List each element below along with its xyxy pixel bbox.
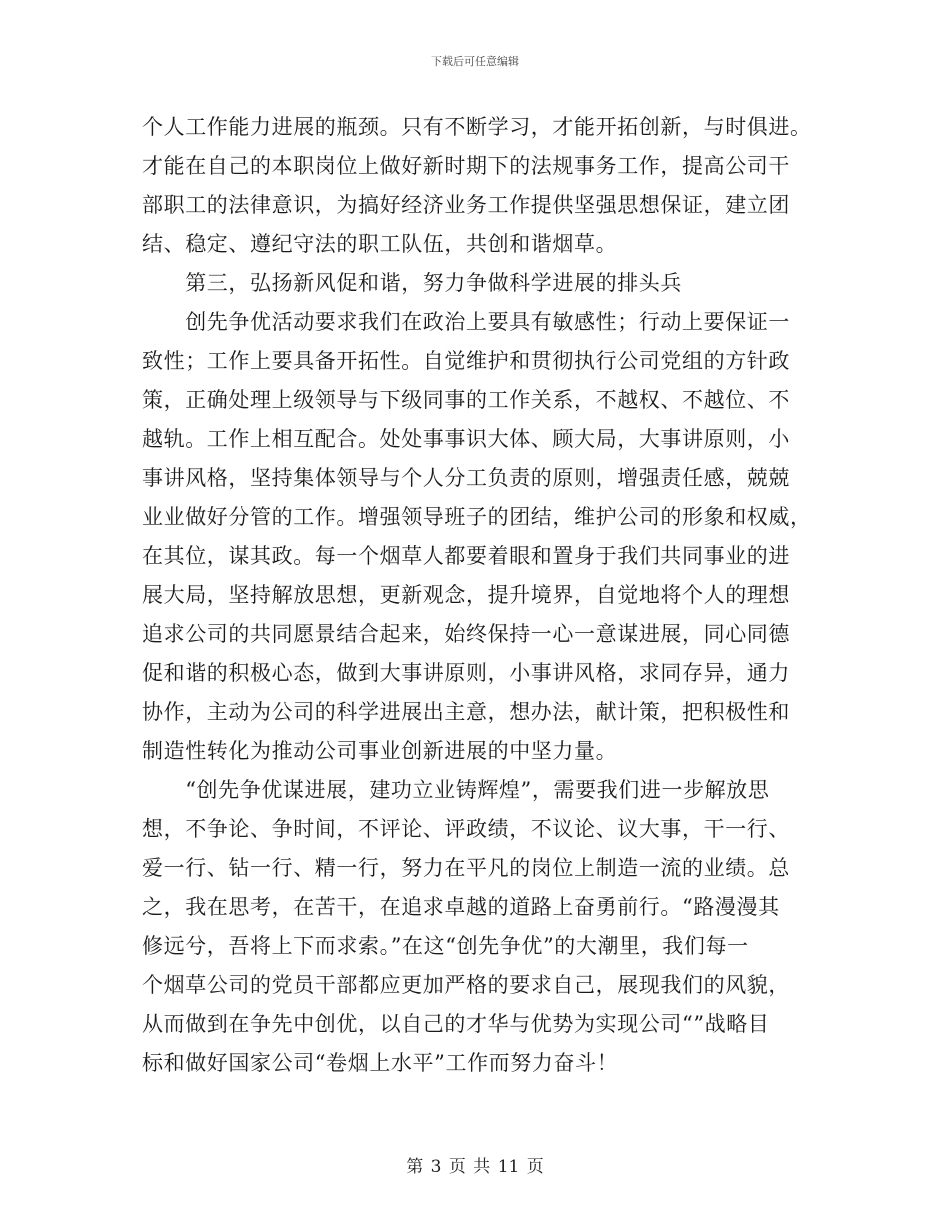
text-line: 事讲风格，坚持集体领导与个人分工负责的原则，增强责任感，兢兢 xyxy=(142,466,790,490)
text-line: 才能在自己的本职岗位上做好新时期下的法规事务工作，提高公司干 xyxy=(142,154,790,178)
text-line: 个人工作能力进展的瓶颈。只有不断学习，才能开拓创新，与时俱进。 xyxy=(142,115,812,139)
text-line: 部职工的法律意识，为搞好经济业务工作提供坚强思想保证，建立团 xyxy=(142,193,790,217)
text-line: 标和做好国家公司“卷烟上水平”工作而努力奋斗！ xyxy=(142,1051,619,1075)
page-header: 下载后可任意编辑 xyxy=(431,55,519,68)
text-line: 追求公司的共同愿景结合起来，始终保持一心一意谋进展，同心同德 xyxy=(142,622,790,646)
text-line: 之，我在思考，在苦干，在追求卓越的道路上奋勇前行。“路漫漫其 xyxy=(142,895,780,919)
text-line: 从而做到在争先中创优，以自己的才华与优势为实现公司“”战略目 xyxy=(142,1012,770,1036)
text-line: 结、稳定、遵纪守法的职工队伍，共创和谐烟草。 xyxy=(142,232,618,256)
text-line: 爱一行、钻一行、精一行，努力在平凡的岗位上制造一流的业绩。总 xyxy=(142,856,790,880)
text-line: “创先争优谋进展，建功立业铸辉煌”，需要我们进一步解放思 xyxy=(142,778,770,802)
text-line: 想，不争论、争时间，不评论、评政绩，不议论、议大事，干一行、 xyxy=(142,817,790,841)
text-line: 制造性转化为推动公司事业创新进展的中坚力量。 xyxy=(142,739,618,763)
text-line: 创先争优活动要求我们在政治上要具有敏感性；行动上要保证一 xyxy=(142,310,790,334)
text-line: 促和谐的积极心态，做到大事讲原则，小事讲风格，求同存异，通力 xyxy=(142,661,790,685)
text-line: 致性；工作上要具备开拓性。自觉维护和贯彻执行公司党组的方针政 xyxy=(142,349,790,373)
text-line: 策，正确处理上级领导与下级同事的工作关系，不越权、不越位、不 xyxy=(142,388,790,412)
text-line: 个烟草公司的党员干部都应更加严格的要求自己，展现我们的风貌， xyxy=(142,973,790,997)
text-line: 业业做好分管的工作。增强领导班子的团结，维护公司的形象和权威， xyxy=(142,505,812,529)
text-line: 展大局，坚持解放思想，更新观念，提升境界，自觉地将个人的理想 xyxy=(142,583,790,607)
text-line: 协作，主动为公司的科学进展出主意，想办法，献计策，把积极性和 xyxy=(142,700,790,724)
page-number-footer: 第 3 页 共 11 页 xyxy=(406,1157,544,1177)
section-heading: 第三，弘扬新风促和谐，努力争做科学进展的排头兵 xyxy=(142,271,682,295)
text-line: 越轨。工作上相互配合。处处事事识大体、顾大局，大事讲原则，小 xyxy=(142,427,790,451)
text-line: 修远兮，吾将上下而求索。”在这“创先争优”的大潮里，我们每一 xyxy=(142,934,749,958)
document-body xyxy=(142,108,810,1083)
text-line: 在其位，谋其政。每一个烟草人都要着眼和置身于我们共同事业的进 xyxy=(142,544,790,568)
